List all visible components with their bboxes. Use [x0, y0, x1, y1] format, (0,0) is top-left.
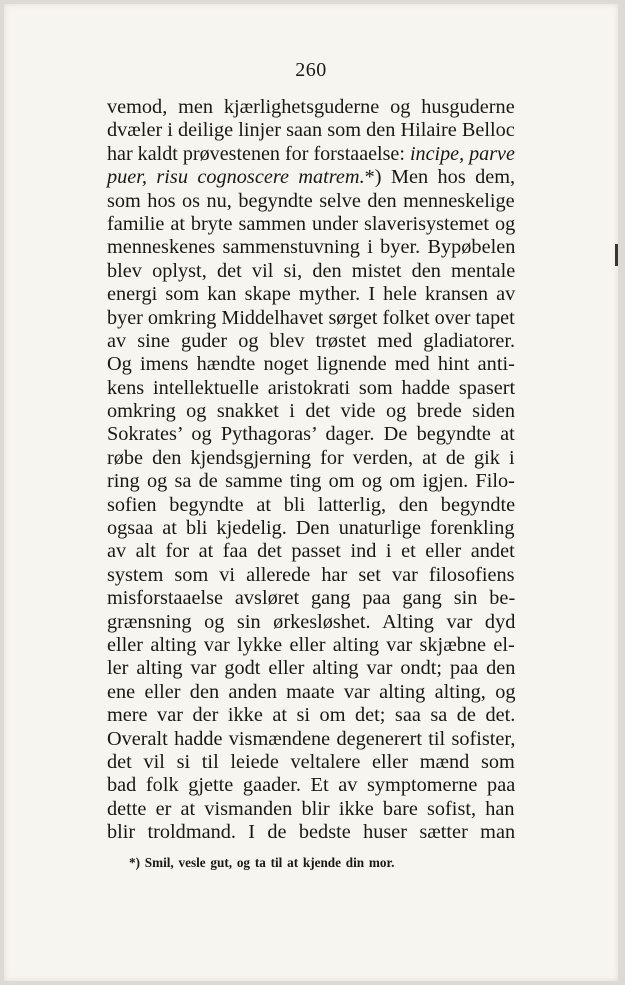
text-run: ring og sa de samme ting om og om igjen. Filo- — [107, 470, 515, 493]
text-line — [107, 517, 515, 540]
text-line — [107, 283, 515, 306]
text-run: bad folk gjette gaader. Et av symptomerne paa — [107, 774, 516, 797]
body-text — [107, 96, 515, 845]
text-line — [107, 190, 515, 213]
text-line — [107, 400, 515, 423]
text-line — [107, 751, 515, 774]
text-line — [107, 213, 515, 236]
text-line — [107, 494, 515, 517]
text-run: menneskenes sammenstuvning i byer. Bypøbelen — [107, 236, 516, 259]
text-line — [107, 260, 515, 283]
text-line — [107, 330, 515, 353]
text-line — [107, 774, 515, 797]
text-run: dette er at vismanden blir ikke bare sofist, han — [107, 797, 515, 820]
text-run: omkring og snakket i det vide og brede siden — [107, 400, 515, 423]
text-line — [107, 704, 515, 727]
text-run: mere var der ikke at si om det; saa sa de det. — [107, 704, 516, 727]
text-run: Og imens hændte noget lignende med hint anti- — [107, 353, 515, 376]
text-run: grænsning og sin ørkesløshet. Alting var dyd — [107, 610, 516, 633]
text-line — [107, 657, 515, 680]
text-run: Sokrates’ og Pythagoras’ dager. De begyndte at — [107, 423, 515, 446]
text-run: av alt for at faa det passet ind i et eller andet — [107, 540, 515, 563]
text-run: misforstaaelse avsløret gang paa gang sin be- — [107, 587, 516, 610]
italic-text: puer, risu cognoscere matrem. — [107, 166, 365, 189]
text-run: ler alting var godt eller alting var ondt; paa den — [107, 657, 516, 680]
text-run: ogsaa at bli kjedelig. Den unaturlige forenkling — [107, 517, 515, 540]
text-line — [107, 236, 515, 259]
text-line — [107, 611, 515, 634]
text-run: byer omkring Middelhavet sørget folket over tapet — [107, 306, 515, 329]
footnote: *) Smil, vesle gut, og ta til at kjende din mor. — [129, 855, 395, 870]
text-run: av sine guder og blev trøstet med gladiatorer. — [107, 329, 516, 352]
text-line — [107, 587, 515, 610]
text-line — [107, 564, 515, 587]
book-page — [4, 4, 618, 981]
text-run: blir troldmand. I de bedste huser sætter man — [107, 821, 516, 844]
text-line — [107, 447, 515, 470]
text-line — [107, 353, 515, 376]
text-line — [107, 821, 515, 844]
text-line — [107, 634, 515, 657]
text-run: røbe den kjendsgjerning for verden, at de gik i — [107, 446, 515, 469]
text-run: energi som kan skape myther. I hele kransen av — [107, 283, 516, 306]
text-run: eller alting var lykke eller alting var skjæbne el- — [107, 633, 515, 656]
page-number: 260 — [295, 59, 327, 81]
text-run: system som vi allerede har set var filosofiens — [107, 563, 515, 586]
text-line — [107, 423, 515, 446]
text-run: familie at bryte sammen under slaverisystemet og — [107, 212, 516, 235]
text-run: *) Men hos dem, — [364, 166, 516, 189]
text-run: ene eller den anden maate var alting alting, og — [107, 680, 516, 703]
text-line — [107, 798, 515, 821]
text-run: som hos os nu, begyndte selve den menneskelige — [107, 189, 515, 212]
text-line — [107, 377, 515, 400]
italic-text: incipe, parve — [409, 142, 515, 165]
text-run: Overalt hadde vismændene degenerert til sofister, — [107, 727, 516, 750]
text-line — [107, 728, 515, 751]
text-run: har kaldt prøvestenen for forstaaelse: — [107, 142, 410, 165]
page-edge-mark — [615, 244, 618, 266]
text-line — [107, 166, 515, 189]
text-line — [107, 143, 515, 166]
text-line — [107, 681, 515, 704]
text-line — [107, 96, 515, 119]
text-line — [107, 540, 515, 563]
text-line — [107, 119, 515, 142]
text-run: vemod, men kjærlighetsguderne og husguderne — [107, 96, 515, 118]
text-run: det vil si til leiede veltalere eller mænd som — [107, 750, 515, 773]
text-run: kens intellektuelle aristokrati som hadde spasert — [107, 376, 516, 399]
text-run: sofien begyndte at bli latterlig, den begyndte — [107, 493, 516, 516]
text-line — [107, 307, 515, 330]
text-run: blev oplyst, det vil si, den mistet den mentale — [107, 259, 516, 282]
text-line — [107, 470, 515, 493]
text-run: dvæler i deilige linjer saan som den Hilaire Belloc — [107, 119, 515, 142]
